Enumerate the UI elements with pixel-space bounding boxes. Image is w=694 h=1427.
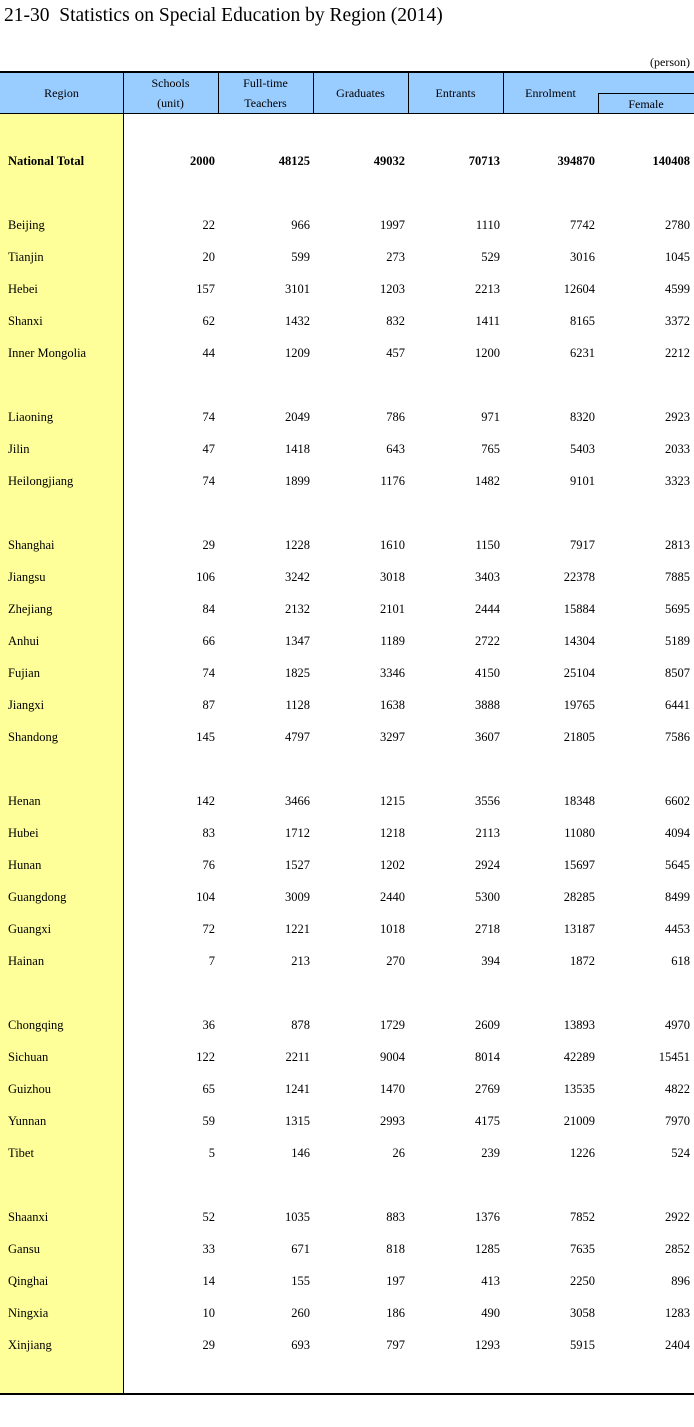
- row-region-label: Hubei: [8, 826, 39, 840]
- table-cell: 3403: [475, 570, 500, 584]
- row-region-label: Liaoning: [8, 410, 54, 424]
- table-cell: 2444: [475, 602, 500, 616]
- table-cell: 13535: [563, 1082, 595, 1096]
- table-cell: 1110: [475, 218, 500, 232]
- table-cell: 1527: [285, 858, 310, 872]
- table-cell: 11080: [564, 826, 595, 840]
- row-region-label: Guangdong: [8, 890, 67, 904]
- table-cell: 2769: [475, 1082, 500, 1096]
- row-region-label: Henan: [8, 794, 41, 808]
- table-cell: 4970: [665, 1018, 690, 1032]
- header-bottom-rule: [0, 113, 694, 114]
- row-region-label: Hainan: [8, 954, 45, 968]
- header-schools-line1: Schools: [151, 76, 190, 90]
- table-cell: 2813: [665, 538, 690, 552]
- table-cell: 1899: [285, 474, 310, 488]
- table-cell: 2250: [570, 1274, 595, 1288]
- table-cell: 2213: [475, 282, 500, 296]
- table-cell: 74: [202, 666, 215, 680]
- table-cell: 3372: [665, 314, 690, 328]
- table-cell: 599: [291, 250, 310, 264]
- table-cell: 2101: [380, 602, 405, 616]
- table-cell: 1376: [475, 1210, 500, 1224]
- table-cell: 28285: [563, 890, 595, 904]
- table-cell: 9101: [570, 474, 595, 488]
- row-region-label: Ningxia: [8, 1306, 49, 1320]
- table-cell: 3016: [570, 250, 595, 264]
- table-cell: 15697: [563, 858, 595, 872]
- row-region-label: Heilongjiang: [8, 474, 74, 488]
- table-cell: 36: [202, 1018, 215, 1032]
- table-cell: 273: [386, 250, 405, 264]
- table-cell: 818: [386, 1242, 405, 1256]
- table-cell: 87: [202, 698, 215, 712]
- table-cell: 76: [202, 858, 215, 872]
- table-cell: 7885: [665, 570, 690, 584]
- table-cell: 7: [208, 954, 215, 968]
- table-cell: 1150: [475, 538, 500, 552]
- table-cell: 1215: [380, 794, 405, 808]
- table-cell: 9004: [380, 1050, 405, 1064]
- table-cell: 213: [291, 954, 310, 968]
- table-cell: 3018: [380, 570, 405, 584]
- table-cell: 142: [196, 794, 215, 808]
- page-title: 21-30 Statistics on Special Education by Region (2014): [4, 5, 443, 26]
- table-cell: 15884: [563, 602, 595, 616]
- table-cell: 1226: [570, 1146, 595, 1160]
- table-cell: 2404: [665, 1338, 690, 1352]
- table-cell: 47: [202, 442, 215, 456]
- table-cell: 48125: [278, 154, 310, 168]
- table-cell: 896: [671, 1274, 690, 1288]
- table-cell: 1293: [475, 1338, 500, 1352]
- table-cell: 239: [481, 1146, 500, 1160]
- table-cell: 14304: [563, 634, 595, 648]
- table-cell: 765: [481, 442, 500, 456]
- row-region-label: Jilin: [8, 442, 30, 456]
- table-cell: 2000: [190, 154, 215, 168]
- table-cell: 74: [202, 474, 215, 488]
- table-cell: 693: [291, 1338, 310, 1352]
- header-enrolment: Enrolment: [525, 86, 576, 100]
- table-cell: 1729: [380, 1018, 405, 1032]
- row-region-label: Yunnan: [8, 1114, 47, 1128]
- table-cell: 2212: [665, 346, 690, 360]
- table-cell: 1176: [380, 474, 405, 488]
- table-cell: 1218: [380, 826, 405, 840]
- table-cell: 1209: [285, 346, 310, 360]
- table-cell: 15451: [658, 1050, 690, 1064]
- table-cell: 18348: [563, 794, 595, 808]
- table-cell: 1482: [475, 474, 500, 488]
- row-region-label: Shanxi: [8, 314, 43, 328]
- table-cell: 270: [386, 954, 405, 968]
- row-region-label: Fujian: [8, 666, 40, 680]
- table-cell: 2923: [665, 410, 690, 424]
- table-cell: 65: [202, 1082, 215, 1096]
- table-cell: 122: [196, 1050, 215, 1064]
- table-cell: 1128: [285, 698, 310, 712]
- region-column-rule: [123, 72, 124, 1394]
- header-schools: [123, 73, 218, 113]
- table-cell: 878: [291, 1018, 310, 1032]
- table-cell: 155: [291, 1274, 310, 1288]
- table-cell: 2718: [475, 922, 500, 936]
- table-cell: 1035: [285, 1210, 310, 1224]
- table-cell: 671: [291, 1242, 310, 1256]
- header-top-rule: [0, 71, 694, 73]
- row-region-label: Beijing: [8, 218, 45, 232]
- header-entrants: Entrants: [435, 86, 476, 100]
- table-cell: 5915: [570, 1338, 595, 1352]
- table-bottom-rule: [0, 1393, 694, 1395]
- table-cell: 3556: [475, 794, 500, 808]
- table-cell: 4453: [665, 922, 690, 936]
- table-cell: 157: [196, 282, 215, 296]
- table-cell: 5: [208, 1146, 215, 1160]
- table-cell: 1997: [380, 218, 405, 232]
- table-cell: 7917: [570, 538, 595, 552]
- table-cell: 1712: [285, 826, 310, 840]
- row-region-label: Qinghai: [8, 1274, 49, 1288]
- table-cell: 394: [481, 954, 500, 968]
- table-cell: 1018: [380, 922, 405, 936]
- table-cell: 4094: [665, 826, 690, 840]
- table-cell: 33: [202, 1242, 215, 1256]
- table-cell: 1825: [285, 666, 310, 680]
- table-cell: 529: [481, 250, 500, 264]
- row-region-label: Sichuan: [8, 1050, 49, 1064]
- table-cell: 8507: [665, 666, 690, 680]
- table-cell: 62: [202, 314, 215, 328]
- table-cell: 797: [386, 1338, 405, 1352]
- row-region-label: Gansu: [8, 1242, 40, 1256]
- table-cell: 52: [202, 1210, 215, 1224]
- table-cell: 5403: [570, 442, 595, 456]
- table-cell: 145: [196, 730, 215, 744]
- table-cell: 1610: [380, 538, 405, 552]
- table-cell: 2609: [475, 1018, 500, 1032]
- table-cell: 3466: [285, 794, 310, 808]
- table-cell: 6602: [665, 794, 690, 808]
- table-cell: 1315: [285, 1114, 310, 1128]
- table-cell: 22378: [563, 570, 595, 584]
- table-cell: 6231: [570, 346, 595, 360]
- table-cell: 394870: [557, 154, 595, 168]
- table-cell: 413: [481, 1274, 500, 1288]
- table-cell: 2780: [665, 218, 690, 232]
- table-cell: 883: [386, 1210, 405, 1224]
- table-cell: 2993: [380, 1114, 405, 1128]
- table-cell: 1202: [380, 858, 405, 872]
- table-cell: 20: [202, 250, 215, 264]
- table-cell: 3101: [285, 282, 310, 296]
- table-cell: 26: [392, 1146, 405, 1160]
- row-region-label: Hunan: [8, 858, 42, 872]
- table-cell: 25104: [563, 666, 595, 680]
- table-cell: 3323: [665, 474, 690, 488]
- table-cell: 3058: [570, 1306, 595, 1320]
- table-cell: 140408: [652, 154, 690, 168]
- table-cell: 72: [202, 922, 215, 936]
- row-region-label: Xinjiang: [8, 1338, 52, 1352]
- table-cell: 1347: [285, 634, 310, 648]
- table-cell: 2852: [665, 1242, 690, 1256]
- table-cell: 83: [202, 826, 215, 840]
- row-region-label: Zhejiang: [8, 602, 53, 616]
- table-cell: 106: [196, 570, 215, 584]
- table-cell: 74: [202, 410, 215, 424]
- table-cell: 786: [386, 410, 405, 424]
- table-cell: 1241: [285, 1082, 310, 1096]
- table-cell: 7586: [665, 730, 690, 744]
- table-cell: 104: [196, 890, 215, 904]
- header-female: Female: [628, 97, 664, 111]
- table-cell: 3346: [380, 666, 405, 680]
- table-cell: 5189: [665, 634, 690, 648]
- row-region-label: Chongqing: [8, 1018, 64, 1032]
- table-cell: 29: [202, 538, 215, 552]
- table-cell: 4599: [665, 282, 690, 296]
- table-cell: 457: [386, 346, 405, 360]
- header-graduates: Graduates: [336, 86, 385, 100]
- table-cell: 1432: [285, 314, 310, 328]
- table-cell: 8320: [570, 410, 595, 424]
- table-cell: 13187: [563, 922, 595, 936]
- table-cell: 13893: [563, 1018, 595, 1032]
- row-region-label: Shandong: [8, 730, 58, 744]
- table-cell: 146: [291, 1146, 310, 1160]
- table-cell: 2113: [475, 826, 500, 840]
- table-cell: 971: [481, 410, 500, 424]
- table-cell: 1411: [475, 314, 500, 328]
- row-region-label: Guangxi: [8, 922, 52, 936]
- table-cell: 19765: [563, 698, 595, 712]
- table-cell: 7635: [570, 1242, 595, 1256]
- row-region-label: Tibet: [8, 1146, 34, 1160]
- table-cell: 4150: [475, 666, 500, 680]
- header-schools-line2: (unit): [157, 96, 184, 110]
- table-cell: 5645: [665, 858, 690, 872]
- table-cell: 3009: [285, 890, 310, 904]
- header-region: Region: [44, 86, 79, 100]
- header-teachers-line1: Full-time: [243, 76, 288, 90]
- table-cell: 7852: [570, 1210, 595, 1224]
- table-cell: 2211: [285, 1050, 310, 1064]
- table-cell: 2924: [475, 858, 500, 872]
- table-cell: 7742: [570, 218, 595, 232]
- row-region-label: Jiangxi: [8, 698, 45, 712]
- table-cell: 42289: [563, 1050, 595, 1064]
- table-cell: 66: [202, 634, 215, 648]
- row-region-label: Hebei: [8, 282, 38, 296]
- table-cell: 22: [202, 218, 215, 232]
- table-cell: 5300: [475, 890, 500, 904]
- table-cell: 1283: [665, 1306, 690, 1320]
- table-cell: 1638: [380, 698, 405, 712]
- table-cell: 186: [386, 1306, 405, 1320]
- table-cell: 197: [386, 1274, 405, 1288]
- table-cell: 5695: [665, 602, 690, 616]
- region-column-band: [0, 114, 123, 1394]
- table-cell: 618: [671, 954, 690, 968]
- table-cell: 2132: [285, 602, 310, 616]
- table-cell: 12604: [563, 282, 595, 296]
- table-cell: 1045: [665, 250, 690, 264]
- table-cell: 4175: [475, 1114, 500, 1128]
- table-cell: 1189: [380, 634, 405, 648]
- row-region-label: National Total: [8, 154, 85, 168]
- header-teachers-line2: Teachers: [244, 96, 287, 110]
- table-cell: 3297: [380, 730, 405, 744]
- table-cell: 6441: [665, 698, 690, 712]
- row-region-label: Shaanxi: [8, 1210, 49, 1224]
- table-cell: 44: [202, 346, 215, 360]
- table-cell: 49032: [373, 154, 405, 168]
- table-cell: 832: [386, 314, 405, 328]
- table-cell: 1200: [475, 346, 500, 360]
- row-region-label: Guizhou: [8, 1082, 52, 1096]
- table-cell: 2722: [475, 634, 500, 648]
- table-cell: 490: [481, 1306, 500, 1320]
- table-cell: 524: [671, 1146, 690, 1160]
- table-cell: 966: [291, 218, 310, 232]
- table-cell: 29: [202, 1338, 215, 1352]
- row-region-label: Tianjin: [8, 250, 44, 264]
- table-cell: 21805: [563, 730, 595, 744]
- table-cell: 1470: [380, 1082, 405, 1096]
- table-cell: 643: [386, 442, 405, 456]
- table-cell: 8165: [570, 314, 595, 328]
- row-region-label: Inner Mongolia: [8, 346, 87, 360]
- table-cell: 2440: [380, 890, 405, 904]
- table-cell: 2049: [285, 410, 310, 424]
- table-cell: 260: [291, 1306, 310, 1320]
- row-region-label: Shanghai: [8, 538, 55, 552]
- header-teachers: [218, 73, 313, 113]
- table-cell: 10: [202, 1306, 215, 1320]
- table-cell: 70713: [468, 154, 500, 168]
- table-cell: 3607: [475, 730, 500, 744]
- row-region-label: Anhui: [8, 634, 40, 648]
- table-cell: 59: [202, 1114, 215, 1128]
- table-cell: 4797: [285, 730, 310, 744]
- table-cell: 3888: [475, 698, 500, 712]
- unit-note: (person): [650, 55, 690, 69]
- table-cell: 21009: [563, 1114, 595, 1128]
- table-cell: 1285: [475, 1242, 500, 1256]
- table-cell: 1221: [285, 922, 310, 936]
- table-cell: 4822: [665, 1082, 690, 1096]
- table-cell: 1872: [570, 954, 595, 968]
- table-cell: 8014: [475, 1050, 500, 1064]
- table-cell: 84: [202, 602, 215, 616]
- table-cell: 8499: [665, 890, 690, 904]
- table-cell: 7970: [665, 1114, 690, 1128]
- table-cell: 14: [202, 1274, 215, 1288]
- table-cell: 3242: [285, 570, 310, 584]
- table-cell: 1203: [380, 282, 405, 296]
- table-cell: 1418: [285, 442, 310, 456]
- row-region-label: Jiangsu: [8, 570, 46, 584]
- table-cell: 2922: [665, 1210, 690, 1224]
- table-cell: 2033: [665, 442, 690, 456]
- table-cell: 1228: [285, 538, 310, 552]
